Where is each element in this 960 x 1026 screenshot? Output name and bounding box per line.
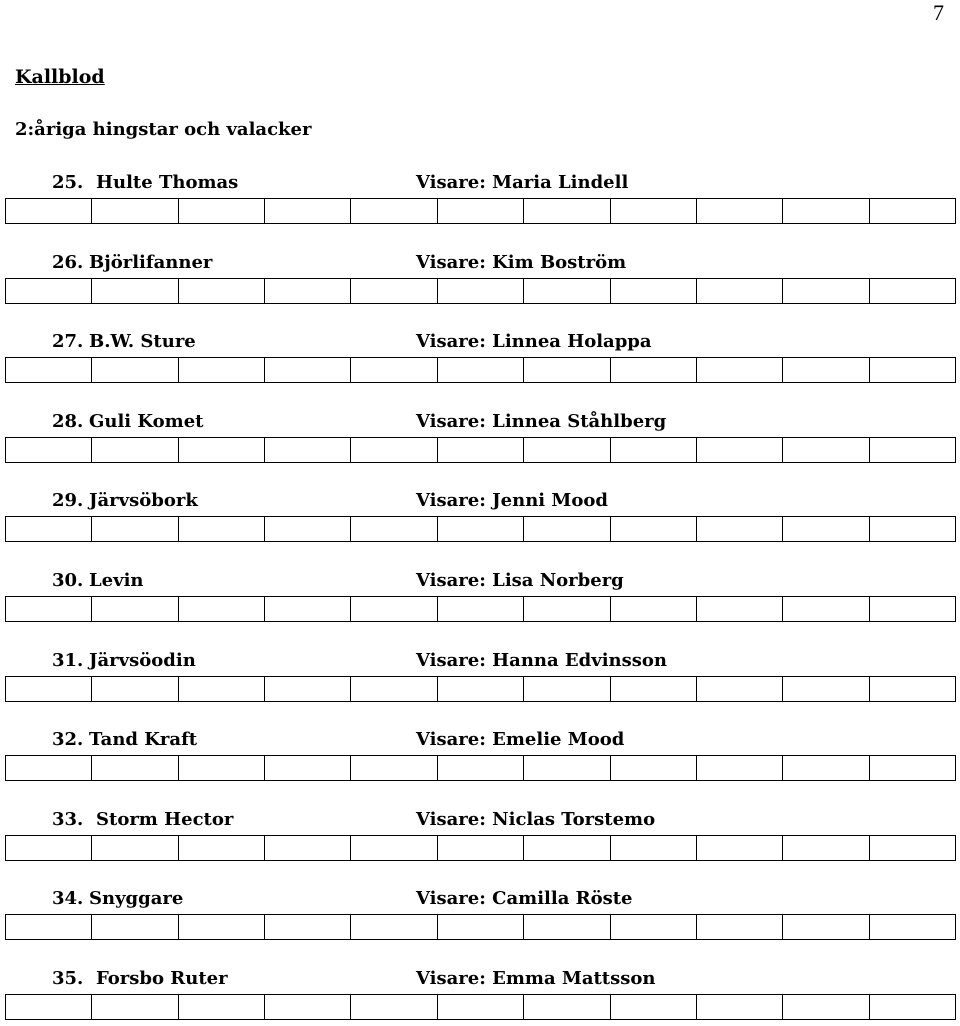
score-cell[interactable]: [6, 199, 92, 224]
score-cell[interactable]: [265, 995, 351, 1020]
score-cell[interactable]: [351, 517, 437, 542]
entry-header: [0, 488, 960, 514]
score-cell[interactable]: [6, 517, 92, 542]
score-grid: [5, 437, 956, 463]
handler-label: Visare:: [416, 331, 486, 352]
score-cell[interactable]: [869, 836, 955, 861]
score-cell[interactable]: [265, 756, 351, 781]
horse-name: Guli Komet: [89, 411, 204, 432]
score-cell[interactable]: [92, 279, 178, 304]
score-grid: [5, 755, 956, 781]
score-cell[interactable]: [524, 199, 610, 224]
score-cell[interactable]: [351, 597, 437, 622]
handler-label: Visare:: [416, 650, 486, 671]
entry-header: [0, 648, 960, 674]
score-cell[interactable]: [437, 517, 523, 542]
score-cell[interactable]: [265, 517, 351, 542]
score-cell[interactable]: [351, 995, 437, 1020]
score-cell[interactable]: [178, 756, 264, 781]
score-cell[interactable]: [265, 915, 351, 940]
score-cell[interactable]: [869, 517, 955, 542]
score-cell[interactable]: [6, 995, 92, 1020]
entry-header: [0, 329, 960, 355]
score-cell[interactable]: [265, 677, 351, 702]
score-cell[interactable]: [265, 279, 351, 304]
score-cell[interactable]: [783, 597, 869, 622]
score-cell[interactable]: [351, 358, 437, 383]
score-cell[interactable]: [92, 836, 178, 861]
handler-label: Visare:: [416, 490, 486, 511]
score-cell[interactable]: [524, 915, 610, 940]
handler-label: Visare:: [416, 570, 486, 591]
score-cell[interactable]: [783, 756, 869, 781]
score-cell[interactable]: [6, 915, 92, 940]
horse-entry: [0, 648, 960, 708]
handler-label: Visare:: [416, 252, 486, 273]
entry-number: 25.: [52, 172, 84, 193]
score-cell[interactable]: [92, 358, 178, 383]
score-cell[interactable]: [524, 756, 610, 781]
score-row: [6, 995, 956, 1020]
entry-header: [0, 727, 960, 753]
score-cell[interactable]: [610, 915, 696, 940]
score-cell[interactable]: [351, 438, 437, 463]
score-cell[interactable]: [178, 358, 264, 383]
horse-entry: [0, 250, 960, 310]
handler: [416, 488, 608, 514]
entry-number: 34.: [52, 888, 84, 909]
score-cell[interactable]: [524, 597, 610, 622]
score-row: [6, 836, 956, 861]
score-cell[interactable]: [869, 279, 955, 304]
score-cell[interactable]: [610, 438, 696, 463]
handler: [416, 250, 626, 276]
entry-header: [0, 886, 960, 912]
score-cell[interactable]: [869, 199, 955, 224]
score-cell[interactable]: [92, 756, 178, 781]
score-cell[interactable]: [783, 836, 869, 861]
score-cell[interactable]: [524, 358, 610, 383]
handler-label: Visare:: [416, 172, 486, 193]
score-cell[interactable]: [696, 995, 782, 1020]
score-cell[interactable]: [783, 438, 869, 463]
entry-number: 28.: [52, 411, 84, 432]
handler: [416, 727, 624, 753]
entry-number: 33.: [52, 809, 84, 830]
entry-number: 35.: [52, 968, 84, 989]
entry-header: [0, 170, 960, 196]
horse-name: Järvsöbork: [89, 490, 198, 511]
section-title: Kallblod: [15, 66, 105, 88]
score-cell[interactable]: [92, 517, 178, 542]
handler-label: Visare:: [416, 411, 486, 432]
handler-name: Camilla Röste: [492, 888, 633, 909]
score-row: [6, 597, 956, 622]
score-cell[interactable]: [696, 677, 782, 702]
horse-entry: [0, 170, 960, 230]
horse-entry: [0, 329, 960, 389]
score-cell[interactable]: [869, 358, 955, 383]
score-cell[interactable]: [610, 517, 696, 542]
score-cell[interactable]: [92, 438, 178, 463]
score-cell[interactable]: [610, 358, 696, 383]
score-cell[interactable]: [696, 597, 782, 622]
handler-name: Linnea Ståhlberg: [492, 411, 667, 432]
score-cell[interactable]: [437, 995, 523, 1020]
score-cell[interactable]: [783, 199, 869, 224]
handler: [416, 886, 633, 912]
score-cell[interactable]: [437, 677, 523, 702]
page-number: 7: [933, 0, 944, 25]
score-cell[interactable]: [178, 597, 264, 622]
handler-name: Maria Lindell: [492, 172, 629, 193]
horse-name: Levin: [89, 570, 144, 591]
handler: [416, 329, 652, 355]
score-cell[interactable]: [265, 836, 351, 861]
score-cell[interactable]: [92, 597, 178, 622]
score-cell[interactable]: [265, 358, 351, 383]
handler-label: Visare:: [416, 729, 486, 750]
score-grid: [5, 835, 956, 861]
score-cell[interactable]: [351, 756, 437, 781]
handler-name: Emma Mattsson: [492, 968, 656, 989]
score-cell[interactable]: [524, 517, 610, 542]
handler-name: Emelie Mood: [492, 729, 625, 750]
horse-name: Tand Kraft: [89, 729, 198, 750]
entry-header: [0, 409, 960, 435]
handler-name: Linnea Holappa: [492, 331, 652, 352]
score-row: [6, 199, 956, 224]
section-subtitle: 2:åriga hingstar och valacker: [15, 119, 312, 140]
score-cell[interactable]: [869, 915, 955, 940]
handler: [416, 966, 655, 992]
handler-name: Niclas Torstemo: [492, 809, 656, 830]
score-cell[interactable]: [265, 199, 351, 224]
score-cell[interactable]: [610, 677, 696, 702]
score-cell[interactable]: [6, 836, 92, 861]
score-row: [6, 915, 956, 940]
entry-header: [0, 807, 960, 833]
entry-number: 31.: [52, 650, 84, 671]
score-cell[interactable]: [437, 915, 523, 940]
handler-label: Visare:: [416, 888, 486, 909]
score-cell[interactable]: [6, 438, 92, 463]
score-cell[interactable]: [178, 995, 264, 1020]
score-cell[interactable]: [6, 677, 92, 702]
horse-entry: [0, 568, 960, 628]
handler-name: Lisa Norberg: [492, 570, 624, 591]
score-row: [6, 756, 956, 781]
score-cell[interactable]: [265, 597, 351, 622]
score-grid: [5, 278, 956, 304]
score-cell[interactable]: [351, 199, 437, 224]
entry-header: [0, 966, 960, 992]
score-cell[interactable]: [869, 756, 955, 781]
score-cell[interactable]: [178, 517, 264, 542]
score-cell[interactable]: [351, 836, 437, 861]
handler: [416, 807, 655, 833]
score-cell[interactable]: [437, 199, 523, 224]
score-cell[interactable]: [6, 358, 92, 383]
score-cell[interactable]: [178, 438, 264, 463]
score-cell[interactable]: [6, 756, 92, 781]
score-row: [6, 677, 956, 702]
score-cell[interactable]: [696, 279, 782, 304]
handler: [416, 648, 667, 674]
score-cell[interactable]: [524, 279, 610, 304]
score-cell[interactable]: [696, 517, 782, 542]
entry-header: [0, 250, 960, 276]
entry-number: 32.: [52, 729, 84, 750]
score-cell[interactable]: [437, 597, 523, 622]
entry-number: 27.: [52, 331, 84, 352]
score-cell[interactable]: [610, 836, 696, 861]
score-cell[interactable]: [696, 199, 782, 224]
score-cell[interactable]: [6, 279, 92, 304]
score-cell[interactable]: [524, 995, 610, 1020]
score-cell[interactable]: [92, 199, 178, 224]
horse-name: Järvsöodin: [89, 650, 196, 671]
horse-entry: [0, 807, 960, 867]
handler-name: Jenni Mood: [492, 490, 608, 511]
entry-header: [0, 568, 960, 594]
score-grid: [5, 596, 956, 622]
score-cell[interactable]: [869, 677, 955, 702]
score-cell[interactable]: [524, 836, 610, 861]
handler-label: Visare:: [416, 968, 486, 989]
score-cell[interactable]: [92, 995, 178, 1020]
handler: [416, 170, 628, 196]
horse-name: Forsbo Ruter: [96, 968, 228, 989]
horse-entry: [0, 727, 960, 787]
score-row: [6, 358, 956, 383]
score-grid: [5, 994, 956, 1020]
score-cell[interactable]: [783, 995, 869, 1020]
score-cell[interactable]: [351, 677, 437, 702]
entry-number: 26.: [52, 252, 84, 273]
score-cell[interactable]: [351, 279, 437, 304]
score-grid: [5, 198, 956, 224]
score-cell[interactable]: [869, 597, 955, 622]
score-cell[interactable]: [696, 438, 782, 463]
score-cell[interactable]: [92, 677, 178, 702]
score-cell[interactable]: [783, 279, 869, 304]
score-cell[interactable]: [869, 438, 955, 463]
score-row: [6, 438, 956, 463]
score-cell[interactable]: [696, 915, 782, 940]
score-cell[interactable]: [610, 597, 696, 622]
score-cell[interactable]: [437, 358, 523, 383]
score-cell[interactable]: [351, 915, 437, 940]
horse-entry: [0, 886, 960, 946]
score-cell[interactable]: [696, 756, 782, 781]
score-cell[interactable]: [6, 597, 92, 622]
score-cell[interactable]: [610, 756, 696, 781]
score-cell[interactable]: [610, 995, 696, 1020]
score-cell[interactable]: [610, 199, 696, 224]
score-cell[interactable]: [783, 358, 869, 383]
score-cell[interactable]: [265, 438, 351, 463]
handler-label: Visare:: [416, 809, 486, 830]
score-cell[interactable]: [696, 836, 782, 861]
score-cell[interactable]: [696, 358, 782, 383]
handler-name: Hanna Edvinsson: [492, 650, 667, 671]
score-cell[interactable]: [437, 756, 523, 781]
score-cell[interactable]: [437, 438, 523, 463]
entry-number: 29.: [52, 490, 84, 511]
score-cell[interactable]: [783, 915, 869, 940]
score-cell[interactable]: [437, 279, 523, 304]
score-cell[interactable]: [178, 915, 264, 940]
horse-name: B.W. Sture: [89, 331, 196, 352]
horse-name: Storm Hector: [96, 809, 234, 830]
entry-number: 30.: [52, 570, 84, 591]
score-grid: [5, 676, 956, 702]
score-cell[interactable]: [437, 836, 523, 861]
score-cell[interactable]: [869, 995, 955, 1020]
score-cell[interactable]: [178, 199, 264, 224]
score-row: [6, 279, 956, 304]
score-cell[interactable]: [178, 836, 264, 861]
horse-name: Hulte Thomas: [96, 172, 239, 193]
handler: [416, 568, 624, 594]
handler-name: Kim Boström: [492, 252, 627, 273]
score-grid: [5, 914, 956, 940]
score-cell[interactable]: [524, 438, 610, 463]
score-row: [6, 517, 956, 542]
score-cell[interactable]: [178, 677, 264, 702]
score-cell[interactable]: [783, 517, 869, 542]
score-cell[interactable]: [92, 915, 178, 940]
score-grid: [5, 516, 956, 542]
score-cell[interactable]: [783, 677, 869, 702]
handler: [416, 409, 666, 435]
score-cell[interactable]: [524, 677, 610, 702]
score-grid: [5, 357, 956, 383]
score-cell[interactable]: [178, 279, 264, 304]
score-cell[interactable]: [610, 279, 696, 304]
horse-name: Snyggare: [89, 888, 184, 909]
horse-name: Björlifanner: [89, 252, 213, 273]
horse-entry: [0, 488, 960, 548]
horse-entry: [0, 966, 960, 1026]
horse-entry: [0, 409, 960, 469]
